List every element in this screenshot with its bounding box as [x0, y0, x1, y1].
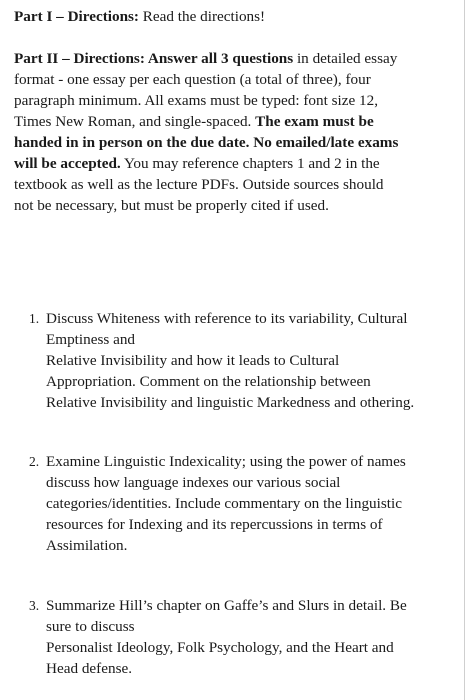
part2-submission-rule: The exam must be handed in in person on the due date. No emailed/late exams will be accepted. [14, 113, 399, 172]
question-line: Relative Invisibility and how it leads to Cultural Appropriation. Comment on the relationship between Relative Invisibility and linguistic Markedness and othering. [46, 352, 415, 411]
part2-text-c: You may reference chapters 1 and 2 in the textbook as well as the lecture PDFs. Outside sources should not be necessary, but must be properly cited if used. [14, 155, 384, 214]
question-text [46, 308, 419, 413]
question-text [46, 595, 419, 679]
question-item [29, 595, 419, 679]
part2-text-a: in detailed essay format - one essay per each question (a total of three), four paragraph minimum. All exams must be typed: font size 12, Times New Roman, and single-spaced. [14, 50, 398, 130]
part1-text: Read the directions! [139, 8, 266, 25]
question-text [46, 451, 419, 556]
part2-directions [14, 48, 406, 216]
question-number: 3. [29, 598, 40, 613]
question-item [29, 451, 419, 556]
question-line: Examine Linguistic Indexicality; using the power of names discuss how language indexes our various social categories/identities. Include commentary on the linguistic resources for Indexing and its repercussions in terms of Assimilation. [46, 453, 406, 554]
question-line: Discuss Whiteness with reference to its variability, Cultural Emptiness and [46, 310, 408, 348]
question-line: Summarize Hill’s chapter on Gaffe’s and Slurs in detail. Be sure to discuss [46, 597, 407, 635]
part2-heading: Part II – Directions: Answer all 3 questions [14, 50, 294, 67]
question-number: 2. [29, 454, 40, 469]
question-number: 1. [29, 311, 40, 326]
part1-heading: Part I – Directions: [14, 8, 139, 25]
part1-directions [14, 6, 454, 27]
question-line: Personalist Ideology, Folk Psychology, and the Heart and Head defense. [46, 639, 394, 677]
question-item [29, 308, 419, 413]
